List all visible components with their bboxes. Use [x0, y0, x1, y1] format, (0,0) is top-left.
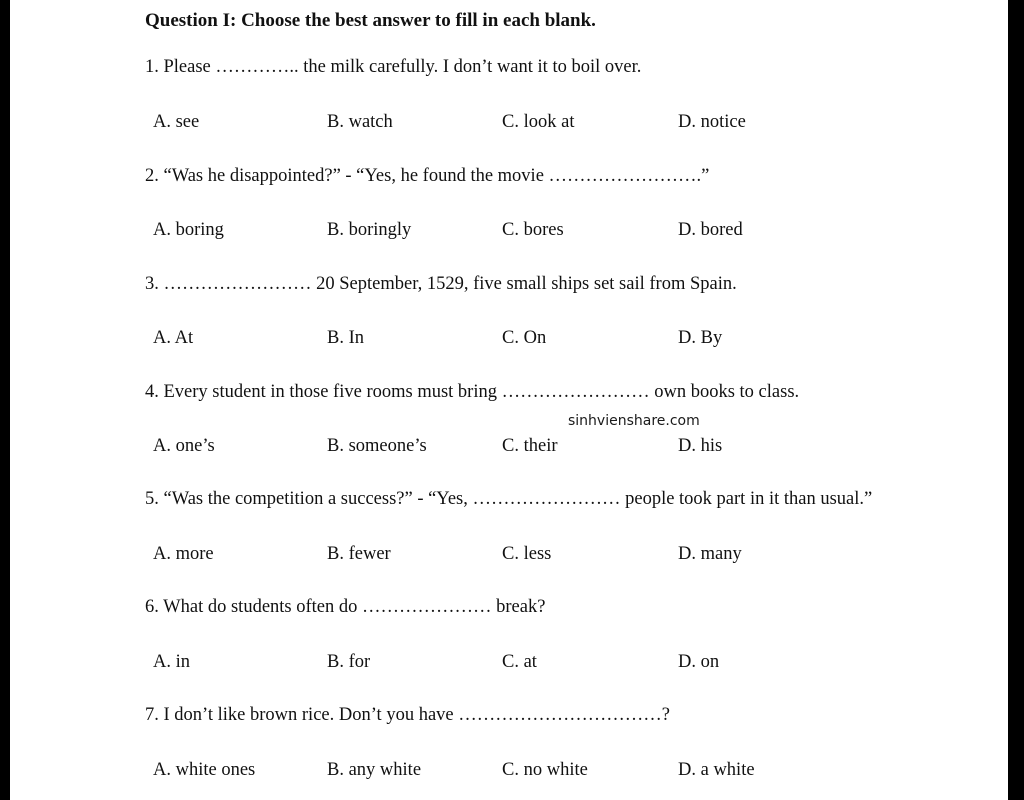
question-3-text-before: 3. [145, 274, 164, 294]
question-2-blank: …………………… [548, 166, 697, 186]
watermark-text: sinhvienshare.com [568, 413, 700, 429]
question-6-blank: ………………… [362, 597, 492, 617]
question-3-text-after: 20 September, 1529, five small ships set sail from Spain. [311, 274, 737, 294]
question-6-option-c: C. at [502, 652, 537, 672]
question-5-option-a: A. more [153, 544, 214, 564]
question-4-text-before: 4. Every student in those five rooms must bring [145, 382, 502, 402]
question-3-option-a: A. At [153, 328, 194, 348]
question-4 [145, 382, 799, 403]
question-2-option-b: B. boringly [327, 220, 412, 240]
question-1-option-d: D. notice [678, 112, 746, 132]
question-6-text-before: 6. What do students often do [145, 597, 363, 617]
question-1-blank: ………….. [215, 57, 299, 77]
question-6-option-a: A. in [153, 652, 190, 672]
question-4-blank: …………………… [501, 382, 650, 402]
question-3-option-b: B. In [327, 328, 364, 348]
question-5-blank: …………………… [472, 489, 621, 509]
question-5-option-b: B. fewer [327, 544, 391, 564]
question-5-option-d: D. many [678, 544, 742, 564]
question-5 [145, 489, 872, 510]
question-2-text-before: 2. “Was he disappointed?” - “Yes, he found the movie [145, 166, 549, 186]
question-4-text-after: own books to class. [649, 382, 800, 402]
question-7-text-after: ? [661, 705, 670, 725]
question-5-text-before: 5. “Was the competition a success?” - “Yes, [145, 489, 473, 509]
question-1-text-after: the milk carefully. I don’t want it to boil over. [298, 57, 642, 77]
question-1-option-a: A. see [153, 112, 200, 132]
question-7 [145, 705, 670, 726]
question-7-option-a: A. white ones [153, 760, 256, 780]
question-7-option-b: B. any white [327, 760, 422, 780]
question-4-option-c: C. their [502, 436, 558, 456]
question-7-option-d: D. a white [678, 760, 755, 780]
question-7-text-before: 7. I don’t like brown rice. Don’t you have [145, 705, 459, 725]
question-2-option-a: A. boring [153, 220, 224, 240]
question-4-option-d: D. his [678, 436, 723, 456]
question-5-option-c: C. less [502, 544, 552, 564]
question-2-text-after: .” [696, 166, 710, 186]
question-6-option-b: B. for [327, 652, 371, 672]
question-2-option-c: C. bores [502, 220, 564, 240]
question-3-blank: …………………… [163, 274, 312, 294]
question-2 [145, 166, 709, 187]
question-1-option-c: C. look at [502, 112, 575, 132]
question-7-option-c: C. no white [502, 760, 588, 780]
section-title: Question I: Choose the best answer to fill in each blank. [145, 10, 596, 31]
question-1-option-b: B. watch [327, 112, 393, 132]
question-2-option-d: D. bored [678, 220, 743, 240]
question-3 [145, 274, 737, 295]
question-3-option-d: D. By [678, 328, 723, 348]
question-5-text-after: people took part in it than usual.” [620, 489, 873, 509]
question-4-option-a: A. one’s [153, 436, 215, 456]
question-3-option-c: C. On [502, 328, 547, 348]
question-6-option-d: D. on [678, 652, 720, 672]
question-6-text-after: break? [491, 597, 546, 617]
question-1 [145, 57, 641, 78]
question-4-option-b: B. someone’s [327, 436, 427, 456]
question-6 [145, 597, 545, 618]
question-1-text-before: 1. Please [145, 57, 216, 77]
question-7-blank: …………………………… [458, 705, 662, 725]
